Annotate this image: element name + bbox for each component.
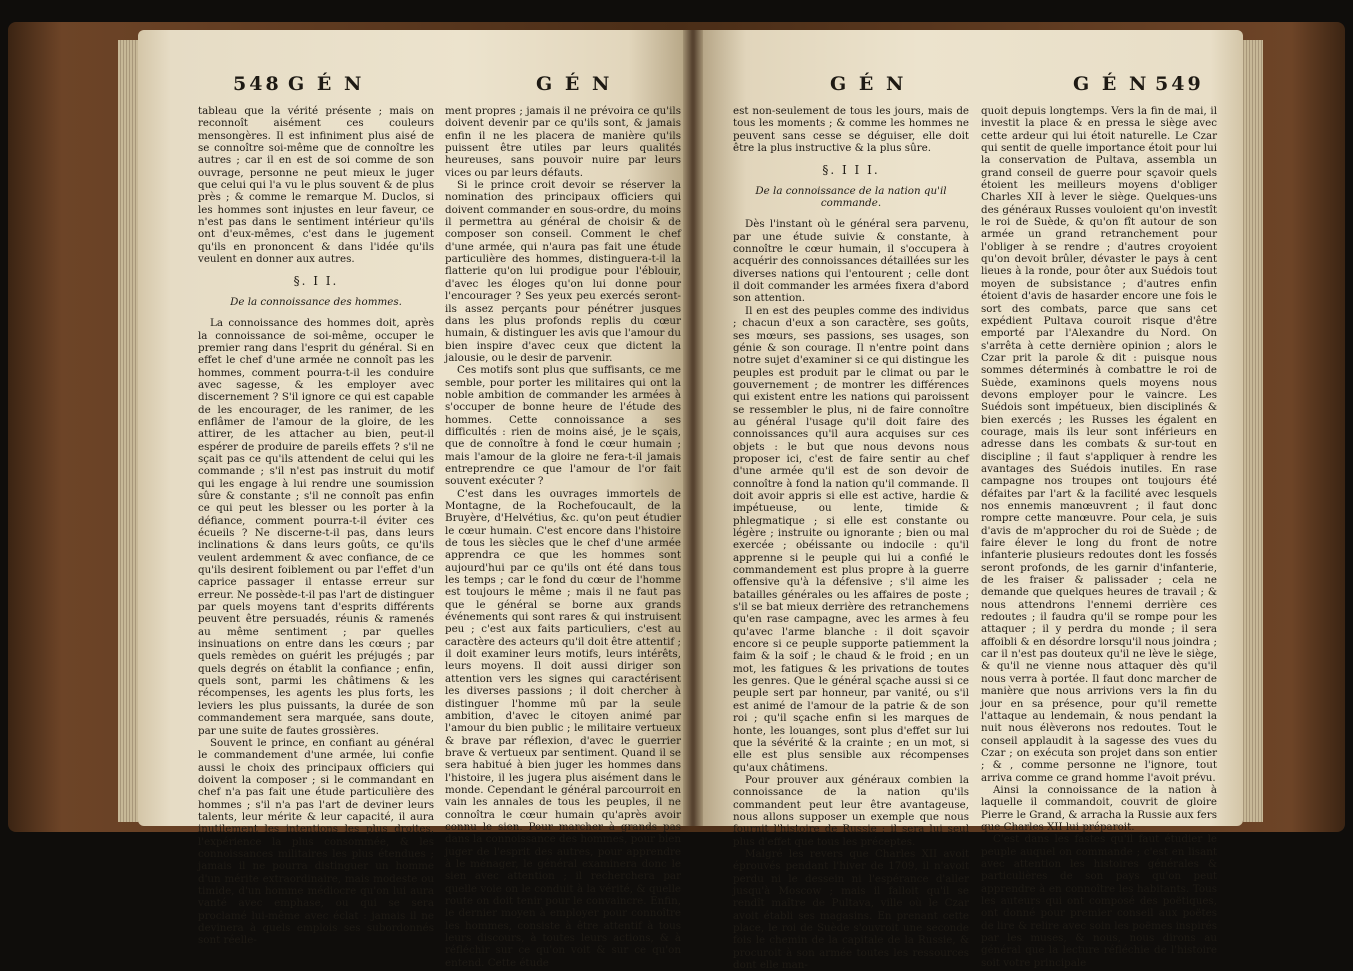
paragraph: quoit depuis longtemps. Vers la fin de mai, il investit la place & en pressa le siège avec cette ardeur qui lui étoit naturelle. Le Czar qui sentit de quelle importance étoit pour lui la conservation de Pultava, assembla un grand conseil de guerre pour sçavoir quels étoient les meilleurs moyens d'obliger Charles XII à lever le siège. Quelques-uns des généraux Russes vouloient qu'on investît le roi de Suède, & qu'on fît autour de son armée un grand retranchement pour l'obliger à se rendre ; d'autres croyoient qu'on devoit brûler, dévaster le pays à cent lieues à la ronde, pour ôter aux Suédois tout moyen de subsistance ; d'autres enfin étoient d'avis de hasarder encore une fois le sort des combats, parce que sans cet expédient Pultava couroit risque d'être emporté par l'Alexandre du Nord. On s'arrêta à cette dernière opinion ; alors le Czar prit la parole & dit : puisque nous sommes déterminés à combattre le roi de Suède, examinons quels moyens nous devons employer pour le vaincre. Les Suédois sont impétueux, bien disciplinés & bien exercés ; les Russes les égalent en courage, mais ils leur sont inférieurs en adresse dans les combats & sur-tout en discipline ; il faut s'appliquer à rendre les avantages des Suédois inutiles. En rase campagne nos troupes ont toujours été défaites par l'art & la facilité avec lesquels nos ennemis manœuvrent ; il faut donc rompre cette manœuvre. Pour cela, je suis d'avis de m'approcher du roi de Suède ; de faire élever le long du front de notre infanterie plusieurs redoutes dont les fossés seront profonds, de les garnir d'infanterie, de les fraiser & palissader ; cela ne demande que quelques heures de travail ; & nous attendrons l'ennemi derrière ces redoutes ; il faudra qu'il se rompe pour les attaquer ; il y perdra du monde ; il sera affoibli & en désordre lorsqu'il nous joindra ; car il n'est pas douteux qu'il ne lève le siège, & qu'il ne vienne nous attaquer dès qu'il nous verra à portée. Il faut donc marcher de manière que nous arrivions vers la fin du jour en sa présence, pour qu'il remette l'attaque au lendemain, & nous pendant la nuit nous élèverons nos redoutes. Tout le conseil applaudit à la sagesse des vues du Czar ; on exécuta son projet dans son entier ; & , comme personne ne l'ignore, tout arriva comme ce grand homme l'avoit prévu. [981, 105, 1217, 784]
left-page-column-2 [445, 105, 681, 969]
section-subtitle: De la connoissance de la nation qu'il commande. [755, 184, 947, 210]
right-page-edges [1243, 40, 1263, 822]
paragraph: est non-seulement de tous les jours, mais de tous les moments ; & comme les hommes ne peuvent sans cesse se déguiser, elle doit être la plus instructive & la plus sûre. [733, 105, 969, 155]
running-head-right-col1: G É N [830, 73, 907, 95]
left-page-column-1 [198, 105, 434, 947]
paragraph: Ces motifs sont plus que suffisants, ce me semble, pour porter les militaires qui ont la noble ambition de commander les armées à s'occuper de bonne heure de l'étude des hommes. Cette connoissance a ses difficultés : rien de moins aisé, je le sçais, que de connoître à fond le cœur humain ; mais l'amour de la gloire ne fera-t-il jamais entreprendre ce que l'amour de l'or fait souvent exécuter ? [445, 364, 681, 488]
paragraph: Ainsi la connoissance de la nation à laquelle il commandoit, couvrit de gloire Pierre le Grand, & arracha la Russie aux fers que Charles XII lui préparoit. [981, 783, 1217, 833]
paragraph: La connoissance des hommes doit, après la connoissance de soi-même, occuper le premier rang dans l'esprit du général. Si en effet le chef d'une armée ne connoît pas les hommes, comment pourra-t-il les conduire avec sagesse, & les employer avec discernement ? S'il ignore ce qui est capable de les encourager, de les ranimer, de les enflâmer de l'amour de la gloire, de les attirer, de les attacher au bien, peut-il espérer de produire de pareils effets ? s'il ne sçait pas ce qu'ils attendent de celui qui les commande ; s'il n'est pas instruit du motif qui les engage à lui rendre une soumission sûre & constante ; s'il ne connoît pas enfin ce qui peut les blesser ou les porter à la défiance, comment pourra-t-il éviter ces écueils ? Ne discerne-t-il pas, dans leurs inclinations & dans leurs goûts, ce qu'ils veulent ardemment & avec confiance, de ce qu'ils desirent foiblement ou par l'effet d'un caprice passager il entasse erreur sur erreur. Ne possède-t-il pas l'art de distinguer par quels moyens tant d'esprits différents peuvent être persuadés, réunis & ramenés au même sentiment ; par quelles insinuations on entre dans les cœurs ; par quels remèdes on guérit les préjugés ; par quels degrés on établit la confiance ; enfin, quels sont, parmi les châtimens & les récompenses, les agents les plus forts, les leviers les plus puissants, la durée de son commandement sera marquée, sans doute, par une suite de fautes grossières. [198, 317, 434, 737]
paragraph: ment propres ; jamais il ne prévoira ce qu'ils doivent devenir par ce qu'ils sont, & jamais enfin il ne les placera de manière qu'ils puissent être utiles par leurs qualités heureuses, sans pouvoir nuire par leurs vices ou par leurs défauts. [445, 105, 681, 179]
page-number-left: 548 [233, 73, 282, 95]
paragraph: Si le prince croit devoir se réserver la nomination des principaux officiers qui doivent commander en sous-ordre, du moins il permettra au général de choisir & de composer son conseil. Comment le chef d'une armée, qui n'aura pas fait une étude particulière des hommes, distinguera-t-il la flatterie qu'on lui prodigue pour l'éblouir, d'avec les éloges qu'on lui donne pour l'encourager ? Ses yeux peu exercés seront-ils assez perçants pour pénétrer jusques dans les plus profonds replis du cœur humain, & distinguer les avis que l'amour du bien inspire d'avec ceux que dictent la jalousie, ou le desir de parvenir. [445, 179, 681, 364]
paragraph: C'est dans les fastes qu'il faut étudier le peuple auquel on commande ; c'est en lisant avec attention les histoires générales & particulières de son pays qu'on peut apprendre à en connoître les habitants. Tous les auteurs qui ont composé des poëtiques, ont donné pour premier conseil aux poëtes de lire & relire avec soin les poëmes inspirés par les muses, & nous, nous dirons au général que la lecture réfléchie de l'histoire soit votre principale [981, 833, 1217, 969]
right-page [703, 30, 1243, 971]
book-gutter [683, 30, 703, 826]
section-subtitle: De la connoissance des hommes. [230, 295, 402, 308]
right-page-column-1 [733, 105, 969, 971]
page-number-right: 549 [1155, 73, 1204, 95]
paragraph: Il en est des peuples comme des individus ; chacun d'eux a son caractère, ses goûts, ses mœurs, ses passions, ses usages, son génie & son courage. Il n'entre point dans notre sujet d'examiner si ce qui distingue les peuples est produit par le climat ou par le gouvernement ; de montrer les différences qui existent entre les nations qui paroissent se ressembler le plus, ni de faire connoître au général l'usage qu'il doit faire des connoissances qu'il aura acquises sur ces objets : le but que nous devons nous proposer ici, c'est de faire sentir au chef d'une armée qu'il est de son devoir de connoître à fond la nation qu'il commande. Il doit avoir appris si elle est active, hardie & impétueuse, ou lente, timide & phlegmatique ; si elle est constante ou légère ; instruite ou ignorante ; bien ou mal exercée ; obéissante ou indocile : qu'il apprenne si le peuple qui lui a confié le commandement est plus propre à la guerre offensive qu'à la défensive ; s'il aime les batailles générales ou les affaires de poste ; s'il se bat mieux derrière des retranchemens qu'en rase campagne, avec les armes à feu qu'avec l'arme blanche : il doit sçavoir encore si ce peuple supporte patiemment la faim & la soif ; le chaud & le froid ; en un mot, les fatigues & les privations de toutes les genres. Que le général sçache aussi si ce peuple sert par honneur, par vanité, ou s'il est animé de l'amour de la patrie & de son roi ; qu'il sçache enfin si les marques de honte, les louanges, sont plus d'effet sur lui que la sévérité & la crainte ; en un mot, si elle est plus sensible aux récompenses qu'aux châtimens. [733, 304, 969, 774]
left-page-edges [118, 40, 140, 822]
left-page [138, 30, 683, 969]
paragraph: tableau que la vérité présente ; mais on reconnoît aisément ces couleurs mensongères. Il est infiniment plus aisé de se connoître soi-même que de connoître les autres ; car il en est de soi comme de son ouvrage, personne ne peut mieux le juger que celui qui l'a vu le plus souvent & de plus près ; & comme le remarque M. Duclos, si les hommes sont injustes en leur faveur, ce n'est pas dans le sentiment intérieur qu'ils ont d'eux-mêmes, c'est dans le jugement qu'ils en prononcent & dans l'idée qu'ils veulent en donner aux autres. [198, 105, 434, 266]
paragraph: C'est dans les ouvrages immortels de Montagne, de la Rochefoucault, de la Bruyère, d'Helvétius, &c. qu'on peut étudier le cœur humain. C'est encore dans l'histoire de tous les siècles que le chef d'une armée apprendra ce que les hommes sont aujourd'hui par ce qu'ils ont été dans tous les temps ; car le fond du cœur de l'homme est toujours le même ; mais il ne faut pas que le général se borne aux grands événements qui sont rares & qui instruisent peu ; c'est aux faits particuliers, c'est au caractère des acteurs qu'il doit être attentif ; il doit examiner leurs motifs, leurs intérêts, leurs moyens. Il doit aussi diriger son attention vers les signes qui caractérisent les diverses passions ; il doit chercher à distinguer l'homme mû par la seule ambition, d'avec le citoyen animé par l'amour du bien public ; le militaire vertueux & brave par réflexion, d'avec le guerrier brave & vertueux par sentiment. Quand il se sera habitué à bien juger les hommes dans l'histoire, il les jugera plus aisément dans le monde. Cependant le général parcourroit en vain les annales de tous les peuples, il ne connoîtra le cœur humain qu'après avoir connu le sien. Pour marcher à grands pas dans la connoissance des hommes, pour bien juger de l'esprit des autres, pour apprendre à le ménager, le général examinera donc le sien avec attention ; il recherchera par quelle voie on le conduit à la vérité, & quelle route on doit tenir pour le convaincre. Enfin, le dernier moyen à employer pour connoître les hommes, consiste à être attentif à tous leurs discours, à toutes leurs actions, & à réfléchir sur ce qu'on voit & sur ce qu'on entend. Cette étude [445, 487, 681, 969]
right-page-column-2 [981, 105, 1217, 969]
running-head-left-col1: G É N [288, 73, 365, 95]
paragraph: Souvent le prince, en confiant au général le commandement d'une armée, lui confie aussi le choix des principaux officiers qui doivent la composer ; si le commandant en chef n'a pas fait une étude particulière des hommes ; s'il n'a pas l'art de deviner leurs talents, leur mérite & leur capacité, il aura inutilement les intentions les plus droites, l'expérience la plus consommée, & les connoissances militaires les plus étendues ; jamais il ne pourra distinguer un homme d'un mérite extraordinaire, mais modeste ou timide, d'un homme médiocre qu'on lui aura vanté avec emphase, ou qui se sera proclamé lui-même avec éclat : jamais il ne devinera à quels emplois ses subordonnés sont réelle- [198, 736, 434, 947]
running-head-right-col2: G É N [1073, 73, 1150, 95]
paragraph: Malgré les revers que Charles XII avoit éprouvés pendant l'hiver de 1709, il n'avoit perdu ni le dessein ni l'espérance d'aller jusqu'à Moscow ; mais il falloit qu'il se rendît maître de Pultava, ville où le Czar avoit établi ses magasins. En prenant cette place, le roi de Suède s'ouvroit une seconde fois le chemin de la capitale de la Russie, & procuroit à son armée toutes les ressources dont elle man- [733, 847, 969, 971]
paragraph: Dès l'instant où le général sera parvenu, par une étude suivie & constante, à connoître le cœur humain, il s'occupera à acquérir des connoissances détaillées sur les diverses nations qui l'entourent ; celle dont il doit commander les armées fixera d'abord son attention. [733, 218, 969, 305]
paragraph: Pour prouver aux généraux combien la connoissance de la nation qu'ils commandent peut leur être avantageuse, nous allons supposer un exemple que nous fournit l'histoire de Russie : il sera lui seul plus d'effet que tous les préceptes. [733, 773, 969, 848]
section-heading: §. I I I. [822, 163, 880, 178]
running-head-left-col2: G É N [536, 73, 613, 95]
section-heading: §. I I. [293, 274, 339, 289]
